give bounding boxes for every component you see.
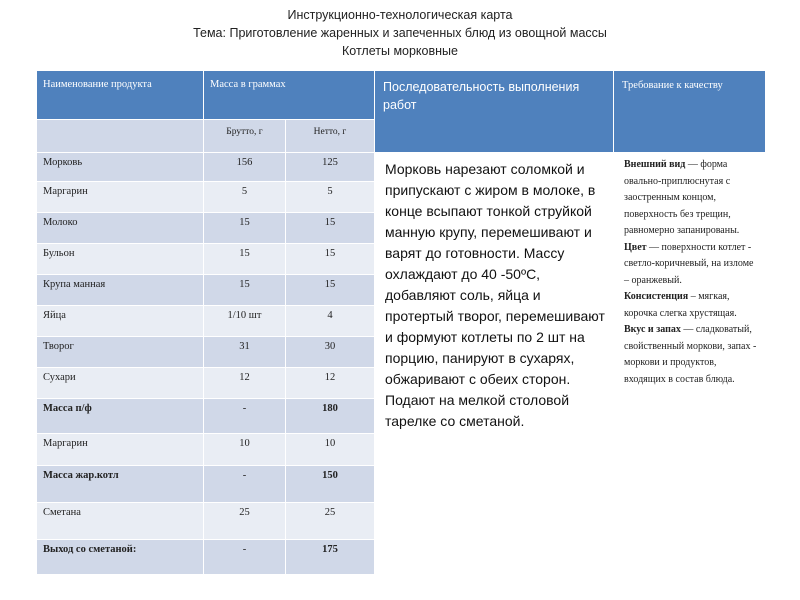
- brutto-value: -: [204, 540, 286, 575]
- color-label: Цвет: [624, 241, 647, 253]
- product-name: Масса жар.котл: [37, 466, 204, 503]
- brutto-value: 15: [204, 244, 286, 275]
- technology-table: [36, 70, 766, 575]
- consistency-label: Консистенция: [624, 291, 689, 302]
- brutto-value: 15: [204, 213, 286, 244]
- quality-requirements: [614, 153, 766, 575]
- product-name: Выход со сметаной:: [37, 540, 204, 575]
- taste-text: — сладковатый, свойственный моркови, запах - моркови и продуктов, входящих в состав блюда.: [624, 324, 757, 385]
- brutto-value: 5: [204, 182, 286, 213]
- netto-value: 15: [286, 275, 375, 306]
- header-mass: Масса в граммах: [204, 71, 375, 120]
- doc-title: Инструкционно-технологическая карта: [287, 8, 513, 22]
- header-netto: Нетто, г: [286, 120, 375, 153]
- netto-value: 10: [286, 434, 375, 466]
- header-requirement: Требование к качеству: [614, 71, 766, 153]
- product-name: Молоко: [37, 213, 204, 244]
- brutto-value: 1/10 шт: [204, 306, 286, 337]
- header-product-name: Наименование продукта: [37, 71, 204, 120]
- brutto-value: 15: [204, 275, 286, 306]
- brutto-value: -: [204, 399, 286, 434]
- netto-value: 5: [286, 182, 375, 213]
- taste-label: Вкус и запах: [624, 324, 681, 335]
- brutto-value: 156: [204, 153, 286, 182]
- brutto-value: 10: [204, 434, 286, 466]
- netto-value: 30: [286, 337, 375, 368]
- appearance-text: — форма овально-приплюснутая с заостренным концом, поверхность без трещин, равномерно запанированы.: [624, 159, 740, 236]
- sequence-text: Морковь нарезают соломкой и припускают с жиром в молоке, в конце всыпают тонкой струйкой манную крупу, перемешивают и варят до готовности. Массу охлаждают до 40 -50ºС, добавляют соль, яйца и протертый творог, перемешивают и формуют котлеты по 2 шт на порцию, панируют в сухарях, обжаривают с обеих сторон. Подают на мелкой столовой тарелке со сметаной.: [375, 153, 614, 575]
- doc-topic: Тема: Приготовление жаренных и запеченных блюд из овощной массы: [193, 26, 607, 40]
- netto-value: 12: [286, 368, 375, 399]
- header-sequence: Последовательность выполнения работ: [375, 71, 614, 153]
- product-name: Маргарин: [37, 434, 204, 466]
- brutto-value: 31: [204, 337, 286, 368]
- brutto-value: 12: [204, 368, 286, 399]
- product-name: Яйца: [37, 306, 204, 337]
- header-sub-empty: [37, 120, 204, 153]
- netto-value: 15: [286, 244, 375, 275]
- brutto-value: 25: [204, 503, 286, 540]
- product-name: Крупа манная: [37, 275, 204, 306]
- netto-value: 150: [286, 466, 375, 503]
- table-row: [37, 153, 766, 182]
- dish-name: Котлеты морковные: [342, 44, 458, 58]
- header-brutto: Брутто, г: [204, 120, 286, 153]
- netto-value: 15: [286, 213, 375, 244]
- product-name: Морковь: [37, 153, 204, 182]
- brutto-value: -: [204, 466, 286, 503]
- product-name: Сметана: [37, 503, 204, 540]
- netto-value: 175: [286, 540, 375, 575]
- product-name: Бульон: [37, 244, 204, 275]
- product-name: Сухари: [37, 368, 204, 399]
- color-text: — поверхности котлет - светло-коричневый, на изломе – оранжевый.: [624, 241, 754, 286]
- netto-value: 180: [286, 399, 375, 434]
- product-name: Творог: [37, 337, 204, 368]
- netto-value: 4: [286, 306, 375, 337]
- appearance-label: Внешний вид: [624, 159, 686, 170]
- netto-value: 25: [286, 503, 375, 540]
- netto-value: 125: [286, 153, 375, 182]
- product-name: Масса п/ф: [37, 399, 204, 434]
- consistency-text: – мягкая, корочка слегка хрустящая.: [624, 291, 737, 319]
- product-name: Маргарин: [37, 182, 204, 213]
